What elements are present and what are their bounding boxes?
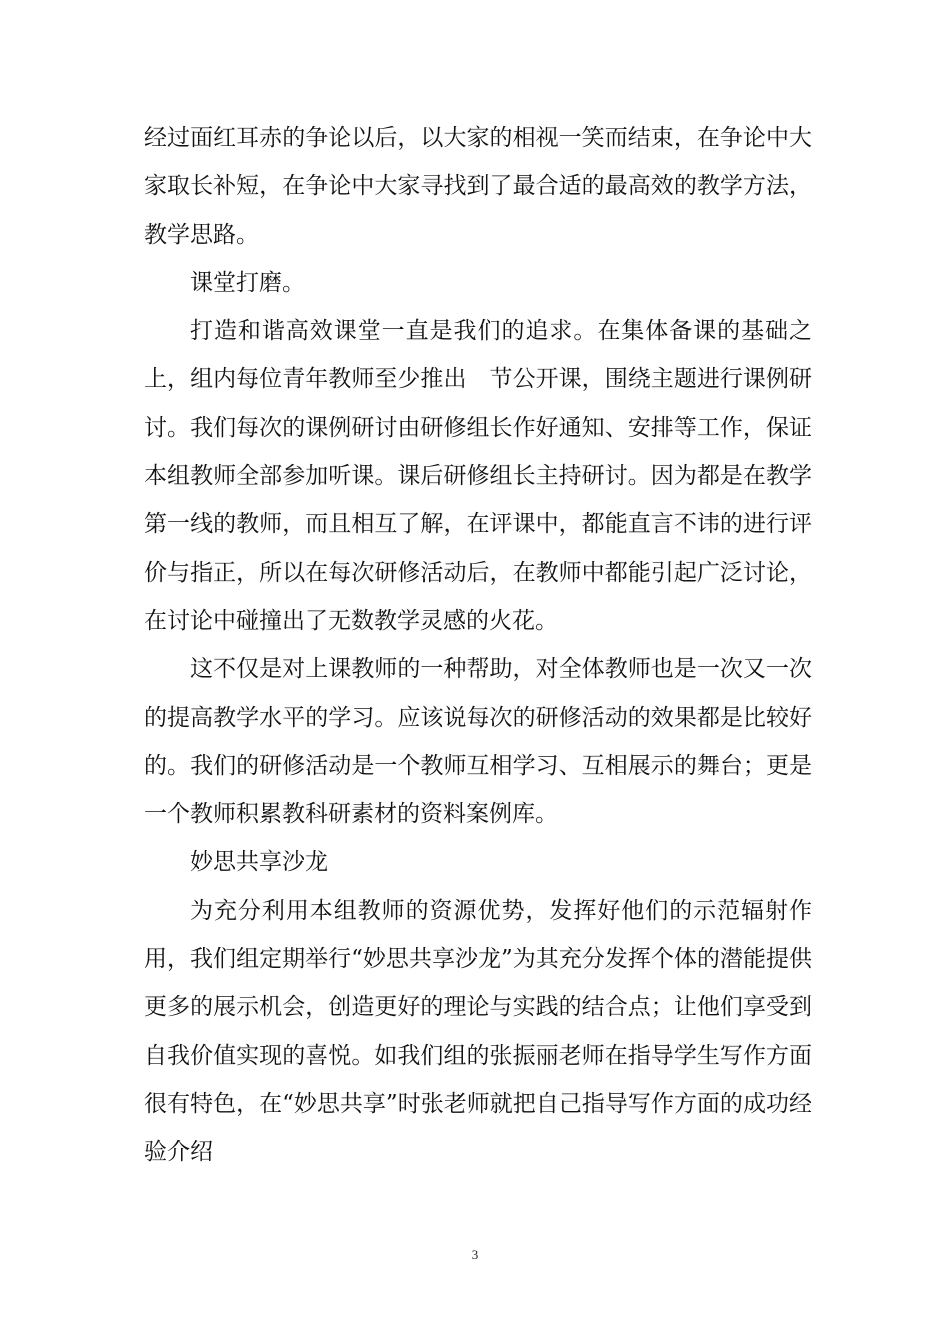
- paragraph-continuation: 经过面红耳赤的争论以后，以大家的相视一笑而结束，在争论中大家取长补短，在争论中大家寻找到了最合适的最高效的教学方法，教学思路。: [144, 125, 812, 248]
- heading-classroom-polishing: 课堂打磨。: [190, 269, 305, 296]
- paragraph-salon: 为充分利用本组教师的资源优势，发挥好他们的示范辐射作用，我们组定期举行“妙思共享沙龙”为其充分发挥个体的潜能提供更多的展示机会，创造更好的理论与实践的结合点；让他们享受到自我价值实现的喜悦。如我们组的张振丽老师在指导学生写作方面很有特色，在“妙思共享”时张老师就把自己指导写作方面的成功经验介绍: [144, 897, 812, 1166]
- paragraph-classroom-polishing: 打造和谐高效课堂一直是我们的追求。在集体备课的基础之上，组内每位青年教师至少推出 节公开课，围绕主题进行课例研讨。我们每次的课例研讨由研修组长作好通知、安排等工作，保证本组教师全部参加听课。课后研修组长主持研讨。因为都是在教学第一线的教师，而且相互了解，在评课中，都能直言不讳的进行评价与指正，所以在每次研修活动后，在教师中都能引起广泛讨论，在讨论中碰撞出了无数教学灵感的火花。: [144, 318, 812, 634]
- page-number: 3: [471, 1247, 479, 1262]
- heading-salon: 妙思共享沙龙: [190, 849, 328, 876]
- body-text: [144, 114, 812, 1177]
- paragraph-teacher-help: 这不仅是对上课教师的一种帮助，对全体教师也是一次又一次的提高教学水平的学习。应该说每次的研修活动的效果都是比较好的。我们的研修活动是一个教师互相学习、互相展示的舞台；更是一个教师积累教科研素材的资料案例库。: [144, 656, 812, 828]
